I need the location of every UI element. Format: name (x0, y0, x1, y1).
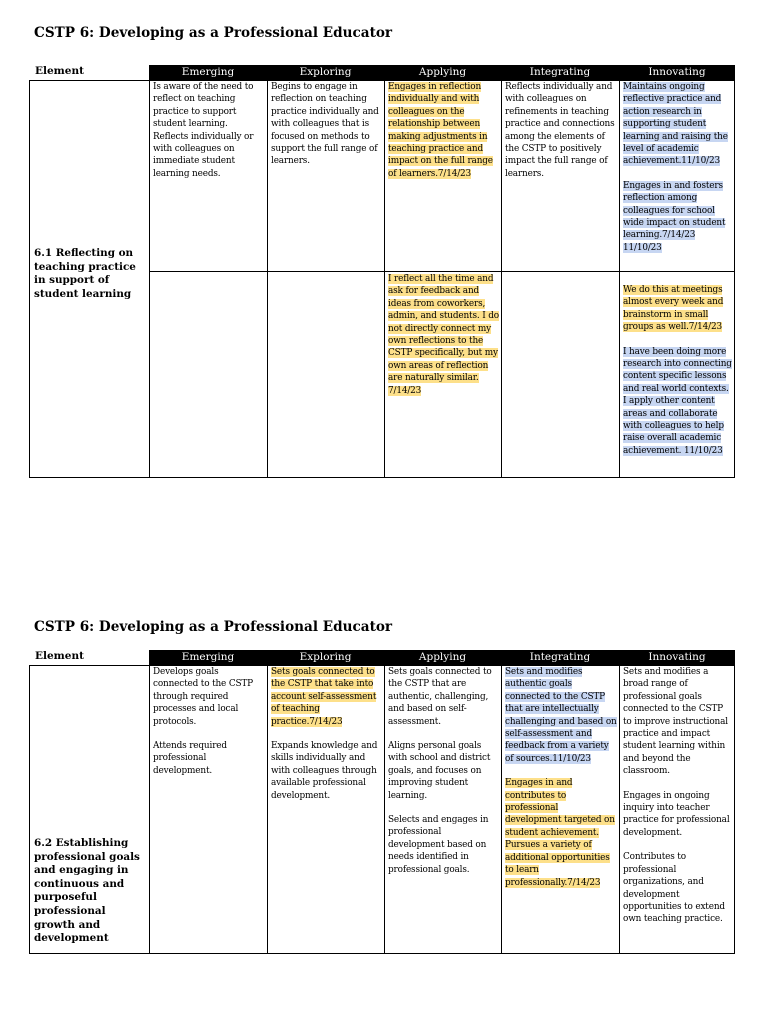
row-name-6-2: 6.2 Establishing professional goals and engaging in continuous and purposeful professional growth and development (34, 837, 140, 945)
cell-innovating (623, 81, 733, 254)
descriptor-text: Aligns personal goals with school and district goals, and focuses on improving student learning. (388, 741, 491, 801)
cell-emerging (153, 666, 265, 777)
descriptor-text: Contributes to professional organizations, and development opportunities to extend own teaching practice. (623, 852, 725, 925)
evidence-text: I have been doing more research into connecting content specific lessons and real world contexts. I apply other content areas and collaborate with colleagues to help raise overall academic achievement. 11/10/23 (623, 346, 732, 456)
evidence-innovating (623, 284, 733, 457)
column-header-emerging: Emerging (149, 65, 267, 80)
cell-integrating (505, 81, 617, 180)
section-title: CSTP 6: Developing as a Professional Educator (34, 25, 393, 41)
descriptor-text: Develops goals connected to the CSTP through required processes and local protocols. (153, 667, 253, 727)
cell-integrating (505, 666, 617, 889)
evidence-text: We do this at meetings almost every week and brainstorm in small groups as well.7/14/23 (623, 285, 724, 333)
highlighted-descriptor: Maintains ongoing reflective practice and action research in supporting student learning and raising the level of academic achievement.11/10/23 (623, 82, 728, 167)
row-name-6-1: 6.1 Reflecting on teaching practice in support of student learning (34, 247, 136, 300)
highlighted-descriptor: Engages in reflection individually and with colleagues on the relationship between making adjustments in teaching practice and impact on the full range of learners.7/14/23 (388, 82, 493, 179)
highlighted-descriptor: Engages in and contributes to professional development targeted on student achievement. Pursues a variety of additional opportunities to learn professionally.7/14/23 (505, 778, 615, 888)
cell-innovating (623, 666, 733, 926)
cell-exploring (271, 666, 383, 802)
column-header-exploring: Exploring (267, 65, 384, 80)
descriptor-text: Sets and modifies a broad range of professional goals connected to the CSTP to improve instructional practice and impact student learning within and beyond the classroom. (623, 667, 728, 777)
column-header-integrating: Integrating (501, 65, 619, 80)
element-label: Element (35, 65, 84, 77)
cell-applying (388, 81, 500, 180)
descriptor-text: Attends required professional development. (153, 741, 227, 776)
descriptor-text: Engages in ongoing inquiry into teacher practice for professional development. (623, 790, 730, 838)
column-header-emerging: Emerging (149, 650, 267, 665)
column-header-exploring: Exploring (267, 650, 384, 665)
evidence-text: I reflect all the time and ask for feedback and ideas from coworkers, admin, and students. I do not directly connect my own reflections to the CSTP specifically, but my own areas of reflection are naturally similar. 7/14/23 (388, 274, 499, 396)
cell-exploring (271, 81, 383, 168)
section-title: CSTP 6: Developing as a Professional Educator (34, 619, 393, 635)
column-header-innovating: Innovating (619, 65, 735, 80)
highlighted-descriptor: Engages in and fosters reflection among colleagues for school wide impact on student learning.7/14/23 11/10/23 (623, 180, 726, 253)
descriptor-text: Selects and engages in professional development based on needs identified in professional goals. (388, 815, 489, 875)
descriptor-text: Expands knowledge and skills individually and with colleagues through available professional development. (271, 741, 378, 801)
cell-applying (388, 666, 500, 876)
descriptor-text: Is aware of the need to reflect on teaching practice to support student learning. Reflects individually or with colleagues on immediate student learning needs. (153, 82, 254, 179)
column-header-applying: Applying (384, 650, 501, 665)
highlighted-descriptor: Sets goals connected to the CSTP that take into account self-assessment of teaching practice.7/14/23 (271, 667, 377, 727)
column-header-innovating: Innovating (619, 650, 735, 665)
highlighted-descriptor: Sets and modifies authentic goals connected to the CSTP that are intellectually challenging and based on self-assessment and feedback from a variety of sources.11/10/23 (505, 667, 617, 764)
descriptor-text: Sets goals connected to the CSTP that are authentic, challenging, and based on self-assessment. (388, 667, 492, 727)
column-header-applying: Applying (384, 65, 501, 80)
descriptor-text: Begins to engage in reflection on teaching practice individually and with colleagues that is focused on methods to support the full range of learners. (271, 82, 379, 167)
evidence-applying (388, 273, 500, 397)
column-header-integrating: Integrating (501, 650, 619, 665)
descriptor-text: Reflects individually and with colleagues on refinements in teaching practice and connections among the elements of the CSTP to positively impact the full range of learners. (505, 82, 615, 179)
cell-emerging (153, 81, 265, 180)
element-label: Element (35, 650, 84, 662)
